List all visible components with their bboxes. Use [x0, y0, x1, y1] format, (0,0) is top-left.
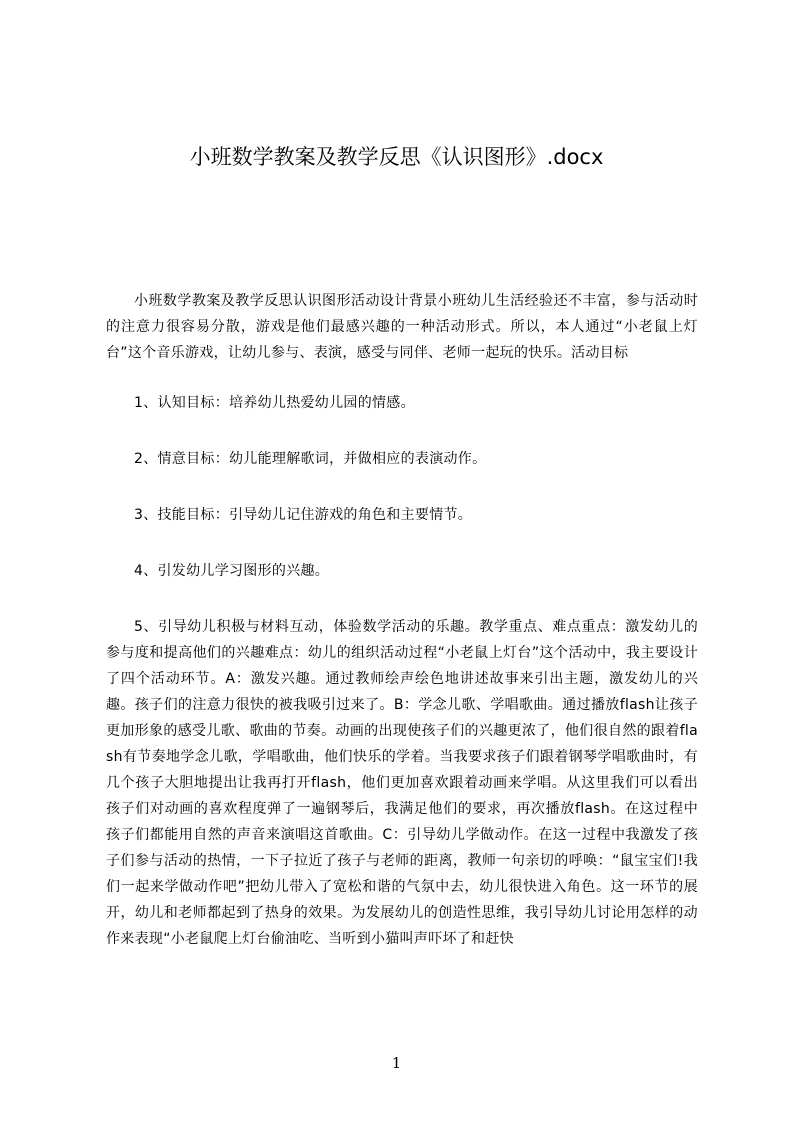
- paragraph-goal-4: 4、引发幼儿学习图形的兴趣。: [134, 563, 330, 579]
- paragraph-goal-1: 1、认知目标：培养幼儿热爱幼儿园的情感。: [134, 395, 415, 411]
- document-body: [106, 288, 698, 952]
- paragraph-goal-3: 3、技能目标：引导幼儿记住游戏的角色和主要情节。: [134, 507, 473, 523]
- paragraph-intro: 小班数学教案及教学反思认识图形活动设计背景小班幼儿生活经验还不丰富，参与活动时的注意力很容易分散，游戏是他们最感兴趣的一种活动形式。所以，本人通过“小老鼠上灯台”这个音乐游戏，让幼儿参与、表演，感受与同伴、老师一起玩的快乐。活动目标: [106, 293, 698, 361]
- paragraph-goal-5: 5、引导幼儿积极与材料互动，体验数学活动的乐趣。教学重点、难点重点：激发幼儿的参与度和提高他们的兴趣难点：幼儿的组织活动过程“小老鼠上灯台”这个活动中，我主要设计了四个活动环节。A：激发兴趣。通过教师绘声绘色地讲述故事来引出主题，激发幼儿的兴趣。孩子们的注意力很快的被我吸引过来了。B：学念儿歌、学唱歌曲。通过播放flash让孩子更加形象的感受儿歌、歌曲的节奏。动画的出现使孩子们的兴趣更浓了，他们很自然的跟着flash有节奏地学念儿歌，学唱歌曲，他们快乐的学着。当我要求孩子们跟着钢琴学唱歌曲时，有几个孩子大胆地提出让我再打开flash，他们更加喜欢跟着动画来学唱。从这里我们可以看出孩子们对动画的喜欢程度弹了一遍钢琴后，我满足他们的要求，再次播放flash。在这过程中孩子们都能用自然的声音来演唱这首歌曲。C：引导幼儿学做动作。在这一过程中我激发了孩子们参与活动的热情，一下子拉近了孩子与老师的距离，教师一句亲切的呼唤：“鼠宝宝们!我们一起来学做动作吧”把幼儿带入了宽松和谐的气氛中去，幼儿很快进入角色。这一环节的展开，幼儿和老师都起到了热身的效果。为发展幼儿的创造性思维，我引导幼儿讨论用怎样的动作来表现“小老鼠爬上灯台偷油吃、当听到小猫叫声吓坏了和赶快: [106, 619, 698, 947]
- page-number: 1: [391, 1054, 402, 1072]
- paragraph-goal-2: 2、情意目标：幼儿能理解歌词，并做相应的表演动作。: [134, 451, 487, 467]
- document-title: 小班数学教案及教学反思《认识图形》.docx: [189, 145, 604, 169]
